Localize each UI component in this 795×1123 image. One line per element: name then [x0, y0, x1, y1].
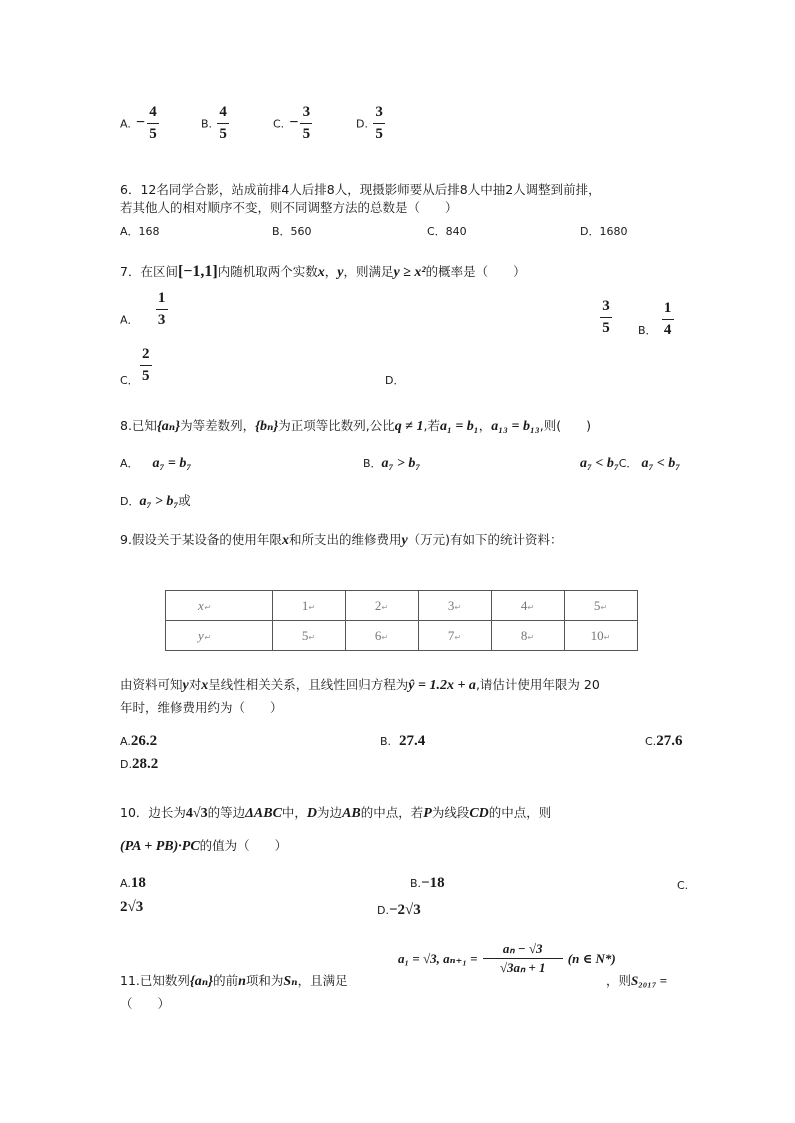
q6-option-d: D．1680	[580, 225, 628, 238]
q8-option-d: D．a₇ > b₇或	[120, 493, 191, 509]
q5-option-b: B. $\frac{4}{5}$	[201, 104, 229, 142]
q9-option-d: D.28.2	[120, 756, 159, 772]
q7-option-b: $_{B.}$ $\frac{1}{4}$	[638, 300, 674, 338]
q6-option-c: C．840	[427, 225, 467, 238]
table-row: x↵ 1↵ 2↵ 3↵ 4↵ 5↵	[166, 591, 638, 621]
table-row: y↵ 5↵ 6↵ 7↵ 8↵ 10↵	[166, 621, 638, 651]
q11-stem: 11.已知数列{aₙ}的前n项和为Sₙ，且满足	[120, 973, 348, 989]
q10-option-d: D.−2√3	[377, 902, 421, 918]
q5-option-a: A. − $\frac{4}{5}$	[120, 104, 159, 142]
q9-option-a: A.26.2	[120, 733, 158, 749]
q10-stem-line2: (PA + PB)·PC的值为（ ）	[120, 838, 288, 854]
q6-stem-line2: 若其他人的相对顺序不变，则不同调整方法的总数是（ ）	[120, 200, 458, 215]
q9-data-table	[165, 590, 638, 651]
q11-answer-paren: （ ）	[120, 996, 171, 1011]
q10-stem-line1: 10．边长为4√3的等边ΔABC中，D为边AB的中点，若P为线段CD的中点，则	[120, 805, 552, 821]
q9-option-c: C.27.6	[645, 733, 683, 749]
q10-option-a: A.18	[120, 875, 146, 891]
q8-option-c: a₇ < b₇C． a₇ < b₇	[580, 456, 681, 471]
q11-condition: a₁ = √3, aₙ₊₁ = $\frac{\text{aₙ − √3}}{\text{√3aₙ + 1}}$ (n ∈ N*)	[398, 941, 616, 976]
q5-option-d: D. $\frac{3}{5}$	[356, 104, 385, 142]
q5-option-c: C. − $\frac{3}{5}$	[273, 104, 312, 142]
q9-stem: 9.假设关于某设备的使用年限x和所支出的维修费用y（万元)有如下的统计资料：	[120, 532, 563, 548]
q6-stem-line1: 6．12名同学合影，站成前排4人后排8人，现摄影师要从后排8人中抽2人调整到前排，	[120, 182, 601, 197]
q9-option-b: B. 27.4	[380, 733, 426, 749]
q8-option-a: A． a₇ = b₇	[120, 456, 192, 471]
q8-option-b: B．a₇ > b₇	[363, 456, 421, 471]
q6-option-a: A．168	[120, 225, 160, 238]
q8-stem: 8.已知{aₙ}为等差数列，{bₙ}为正项等比数列,公比q ≠ 1,若a₁ = b₁，a₁₃ = b₁₃,则( )	[120, 418, 591, 434]
q11-suffix: ，则S₂₀₁₇ =	[606, 973, 668, 988]
q7-option-c: $_{C.}$ $\frac{2}{5}$	[120, 346, 156, 384]
q6-option-b: B．560	[272, 225, 312, 238]
q10-option-b: B.−18	[410, 875, 445, 891]
q10-option-c-value: 2√3	[120, 899, 144, 915]
q7-option-d: D．	[385, 374, 405, 387]
q7-stem: 7．在区间[−1,1]内随机取两个实数x，y，则满足y ≥ x²的概率是（ ）	[120, 263, 526, 280]
q9-regression-text: 由资料可知y对x呈线性相关关系，且线性回归方程为ŷ = 1.2x + a,请估计使用年限为 20	[120, 677, 600, 693]
q10-option-c-label: C.	[677, 879, 689, 892]
q7-extra-fraction: $\frac{3}{5}$	[600, 298, 612, 336]
q7-option-a: A． $\frac{1}{3}$	[120, 300, 168, 338]
q9-question-line: 年时，维修费用约为（ ）	[120, 700, 283, 715]
